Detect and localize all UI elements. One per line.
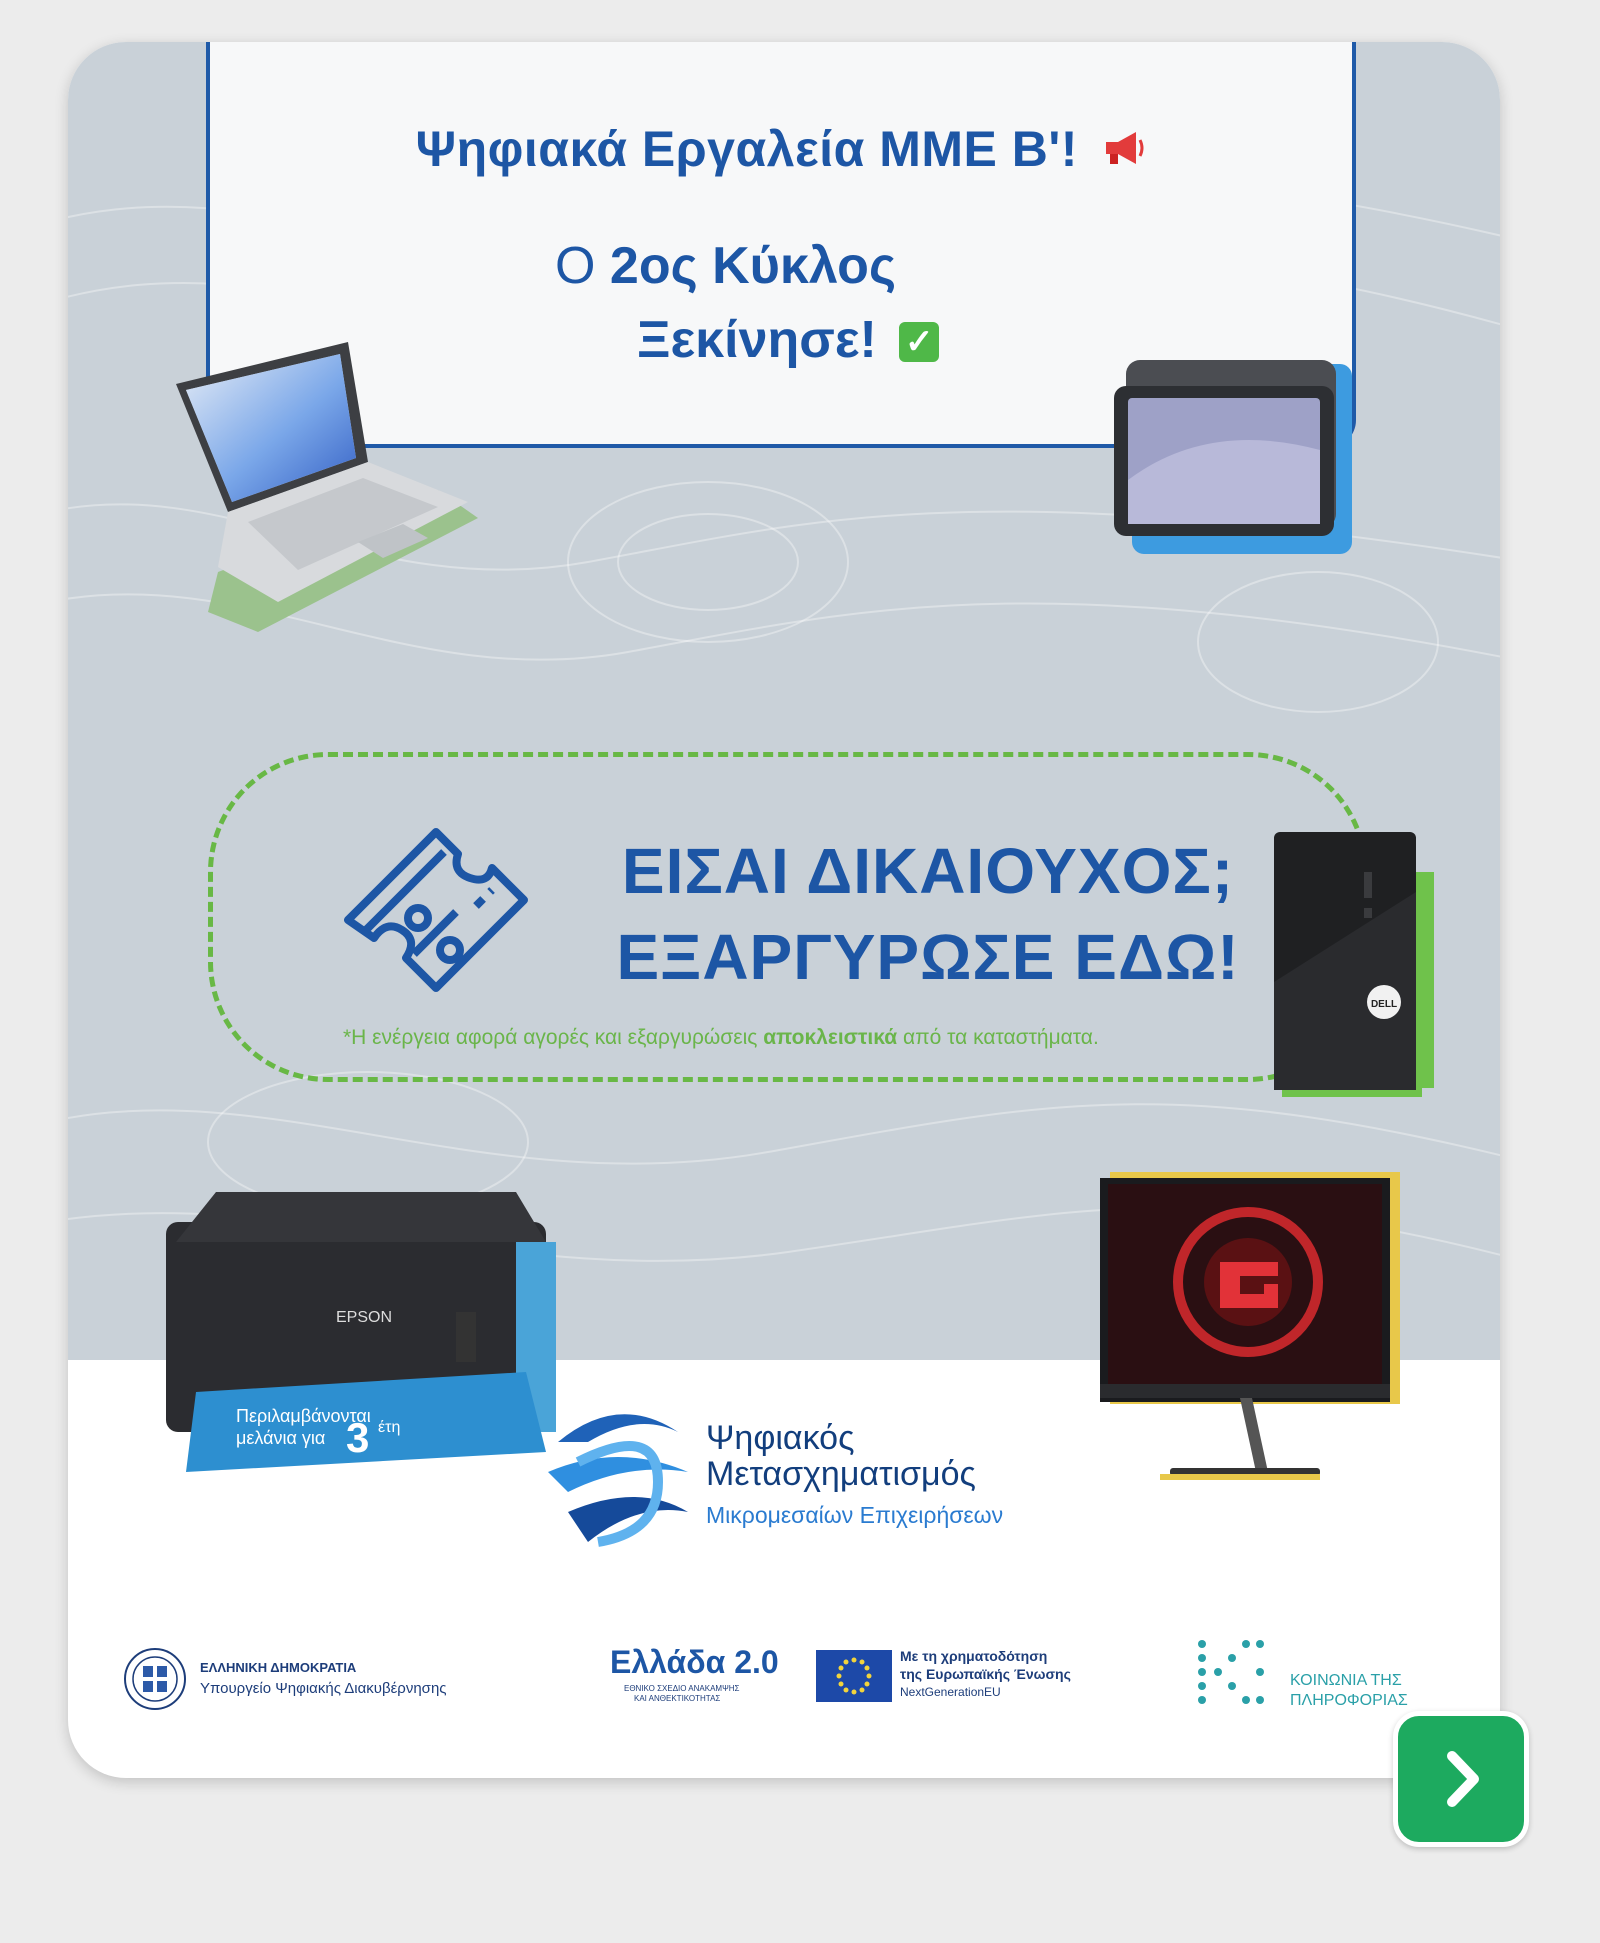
information-society-line1: ΚΟΙΝΩΝΙΑ ΤΗΣ [1290, 1672, 1402, 1689]
program-logo-line2: Μετασχηματισμός [706, 1455, 976, 1493]
next-slide-button[interactable] [1393, 1711, 1529, 1847]
dell-logo: DELL [1370, 999, 1398, 1010]
eu-funding-line3: NextGenerationEU [900, 1685, 1001, 1699]
epson-logo: EPSON [336, 1309, 393, 1326]
information-society-line2: ΠΛΗΡΟΦΟΡΙΑΣ [1290, 1692, 1408, 1709]
subtitle-prefix: Ο [555, 237, 596, 295]
check-icon: ✓ [899, 322, 939, 362]
ministry-label: Υπουργείο Ψηφιακής Διακυβέρνησης [200, 1680, 447, 1697]
ink-badge-number: 3 [346, 1414, 370, 1461]
headline [210, 120, 1352, 178]
greek-republic-seal-icon [122, 1646, 188, 1712]
laptop-image [168, 342, 508, 642]
program-logo-line1: Ψηφιακός [706, 1419, 855, 1457]
printer-image [156, 1182, 576, 1482]
ticket-percent-icon [326, 810, 546, 1000]
greece20-logo: Ελλάδα 2.0 [610, 1644, 779, 1680]
ink-badge-line1: Περιλαμβάνονται [236, 1406, 371, 1426]
greece20-sub1: ΕΘΝΙΚΟ ΣΧΕΔΙΟ ΑΝΑΚΑΜΨΗΣ [624, 1684, 740, 1693]
disclaimer [343, 1026, 1099, 1050]
disclaimer-end: από τα καταστήματα. [897, 1026, 1099, 1049]
subtitle-line2: Ξεκίνησε! [637, 311, 877, 369]
subtitle-bold: 2ος Κύκλος [609, 237, 896, 295]
tablet-image [1108, 360, 1353, 560]
program-logo-subtitle: Μικρομεσαίων Επιχειρήσεων [706, 1502, 1004, 1528]
eligible-question[interactable]: ΕΙΣΑΙ ΔΙΚΑΙΟΥΧΟΣ; [621, 835, 1235, 907]
started-subtitle [637, 310, 939, 370]
disclaimer-text: *Η ενέργεια αφορά αγορές και εξαργυρώσεις [343, 1026, 764, 1049]
cycle-subtitle [555, 236, 896, 296]
program-logo-title [706, 1420, 976, 1492]
promo-card[interactable] [68, 42, 1500, 1778]
headline-text: Ψηφιακά Εργαλεία ΜΜΕ Β'! [415, 121, 1078, 177]
chevron-right-icon [1398, 1716, 1524, 1842]
digital-transformation-logo-icon [538, 1402, 698, 1552]
republic-label: ΕΛΛΗΝΙΚΗ ΔΗΜΟΚΡΑΤΙΑ [200, 1660, 357, 1675]
information-society-logo-icon [1196, 1638, 1268, 1710]
greece20-sub2: ΚΑΙ ΑΝΘΕΚΤΙΚΟΤΗΤΑΣ [634, 1694, 721, 1703]
eu-funding-line1: Με τη χρηματοδότηση [900, 1648, 1048, 1664]
ink-badge-line2: μελάνια για [236, 1428, 326, 1448]
eu-funding-line2: της Ευρωπαϊκής Ένωσης [900, 1666, 1071, 1682]
monitor-image [1100, 1172, 1400, 1502]
eu-flag-icon [816, 1650, 892, 1702]
disclaimer-bold: αποκλειστικά [763, 1026, 898, 1049]
ink-badge-suffix: έτη [378, 1419, 401, 1436]
megaphone-icon [1102, 128, 1146, 168]
redeem-here-link[interactable]: ΕΞΑΡΓΥΡΩΣΕ ΕΔΩ! [616, 921, 1240, 993]
desktop-tower-image [1274, 832, 1434, 1097]
